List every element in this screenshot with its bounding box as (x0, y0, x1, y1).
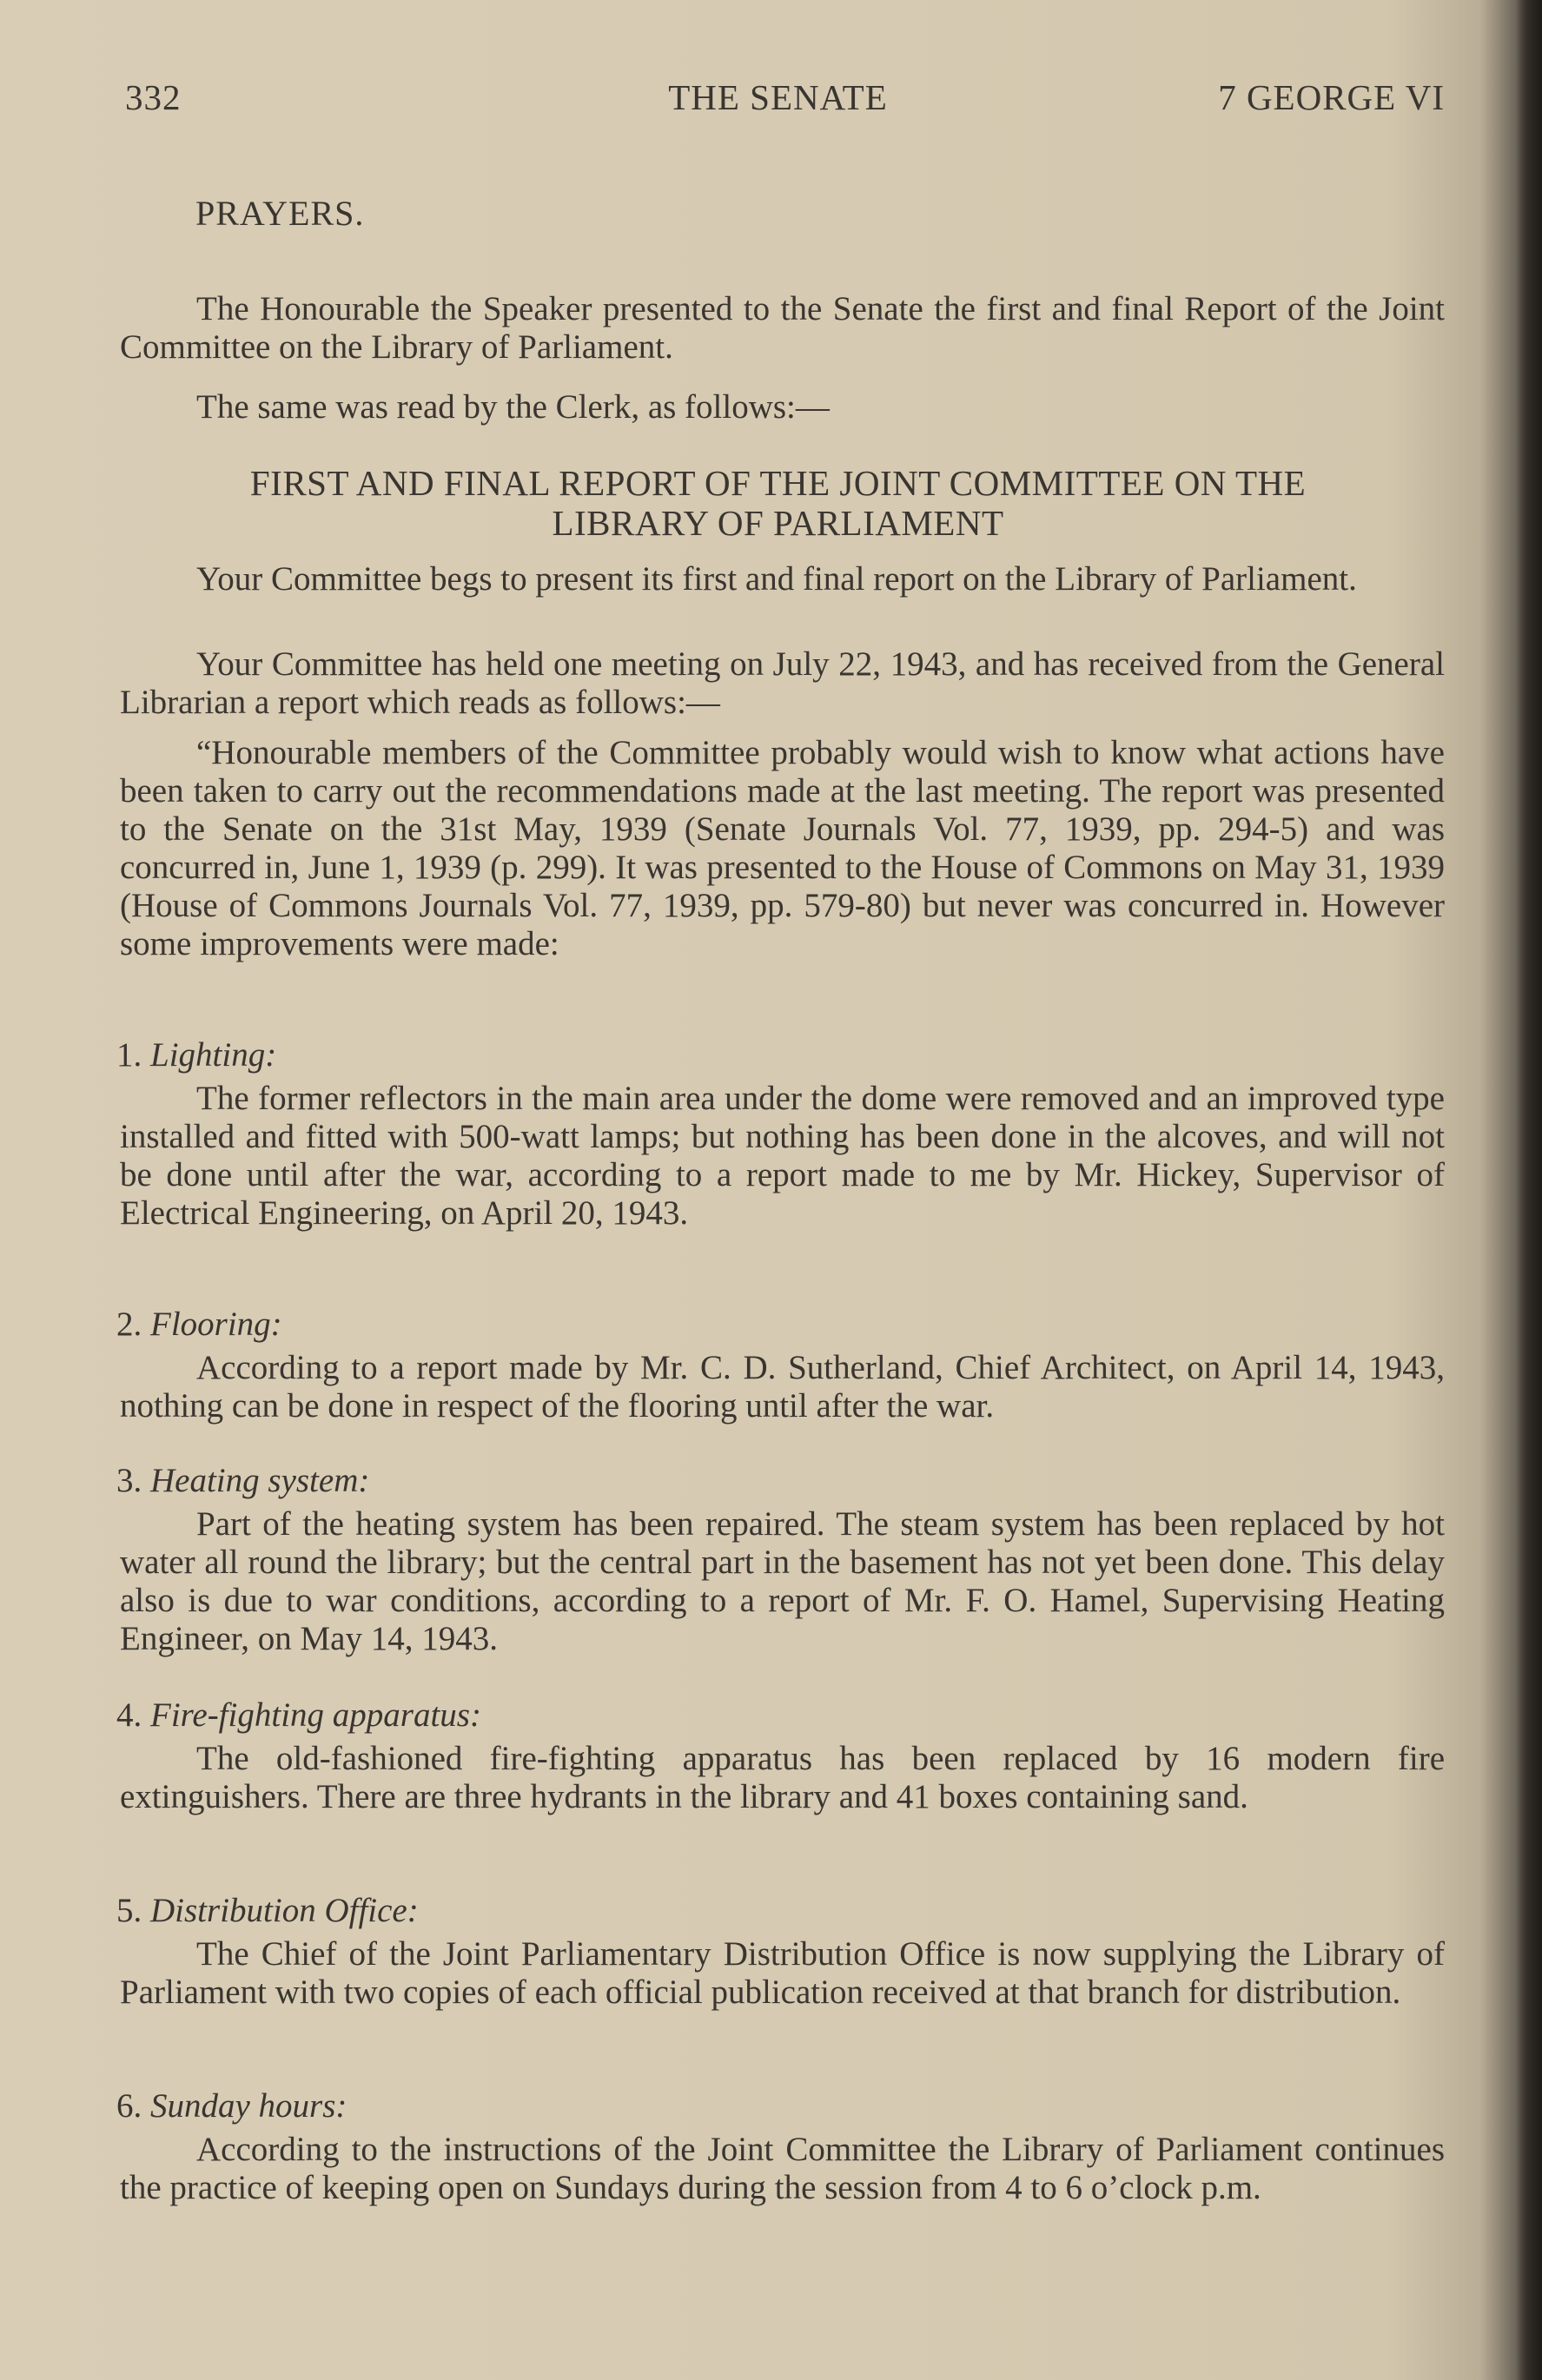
item-title (116, 1892, 419, 1930)
report-paragraph: “Honourable members of the Committee probably would wish to know what actions have been taken to carry out the recommendations made at the last meeting. The report was presented to the Senate on the 31st May, 1939 (Senate Journals Vol. 77, 1939, pp. 294-5) and was concurred in, June 1, 1939 (p. 299). It was presented to the House of Commons on May 31, 1939 (House of Commons Journals Vol. 77, 1939, pp. 579-80) but never was concurred in. However some improvements were made: (120, 734, 1445, 962)
item-number: 6. (116, 2087, 142, 2125)
item-paragraph: The old-fashioned fire-fighting apparatus has been replaced by 16 modern fire extinguishers. There are three hydrants in the library and 41 boxes containing sand. (120, 1740, 1445, 1815)
item-label: Lighting: (150, 1036, 277, 1074)
running-head (111, 76, 1445, 129)
item-title (116, 1462, 369, 1500)
item-paragraph: According to a report made by Mr. C. D. Sutherland, Chief Architect, on April 14, 1943, nothing can be done in respect of the flooring until after the war. (120, 1349, 1445, 1425)
report-heading-line: LIBRARY OF PARLIAMENT (552, 503, 1004, 543)
item-label: Fire-fighting apparatus: (150, 1696, 481, 1734)
binding-shadow (1516, 0, 1542, 2380)
intro-paragraph: The Honourable the Speaker presented to the Senate the first and final Report of the Joint Committee on the Library of Parliament. (120, 290, 1445, 366)
prayers-heading: PRAYERS. (195, 194, 365, 233)
report-heading (111, 463, 1445, 543)
item-label: Distribution Office: (150, 1892, 419, 1929)
page-number: 332 (125, 77, 182, 117)
item-title (116, 1306, 282, 1344)
item-label: Flooring: (150, 1306, 282, 1343)
report-paragraph: Your Committee begs to present its first and final report on the Library of Parliament. (196, 560, 1357, 598)
item-number: 2. (116, 1306, 142, 1343)
report-paragraph: Your Committee has held one meeting on July 22, 1943, and has received from the General Librarian a report which reads as follows:— (120, 645, 1445, 721)
item-number: 4. (116, 1696, 142, 1734)
item-paragraph: The former reflectors in the main area under the dome were removed and an improved type installed and fitted with 500-watt lamps; but nothing has been done in the alcoves, and will not be done until after the war, according to a report made to me by Mr. Hickey, Supervisor of Electrical Engineering, on April 20, 1943. (120, 1080, 1445, 1232)
item-number: 1. (116, 1036, 142, 1074)
item-title (116, 1036, 276, 1074)
intro-paragraph: The same was read by the Clerk, as follows:— (196, 388, 830, 426)
item-number: 5. (116, 1892, 142, 1929)
item-title (116, 2087, 347, 2125)
item-number: 3. (116, 1462, 142, 1499)
item-label: Heating system: (150, 1462, 370, 1499)
regnal-year: 7 GEORGE VI (1218, 77, 1445, 117)
item-paragraph: According to the instructions of the Joint Committee the Library of Parliament continues the practice of keeping open on Sundays during the session from 4 to 6 o’clock p.m. (120, 2131, 1445, 2206)
item-paragraph: Part of the heating system has been repaired. The steam system has been replaced by hot water all round the library; but the central part in the basement has not yet been done. This delay also is due to war conditions, according to a report of Mr. F. O. Hamel, Supervising Heating Engineer, on May 14, 1943. (120, 1505, 1445, 1657)
item-label: Sunday hours: (150, 2087, 347, 2125)
journal-title: THE SENATE (668, 77, 888, 117)
report-heading-line: FIRST AND FINAL REPORT OF THE JOINT COMMITTEE ON THE (249, 463, 1307, 503)
item-title (116, 1696, 481, 1735)
item-paragraph: The Chief of the Joint Parliamentary Distribution Office is now supplying the Library of Parliament with two copies of each official publication received at that branch for distribution. (120, 1935, 1445, 2011)
